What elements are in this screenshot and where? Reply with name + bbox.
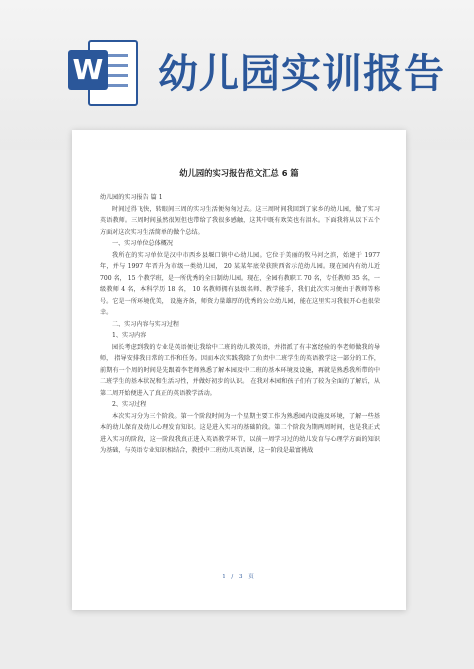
paragraph: 本次实习分为三个阶段。第一个阶段时间为一个星期主要工作为熟悉园内设施及环境，了解一些基本的幼儿保育及幼儿心理发育知识。这是进入实习的基础阶段。第二个阶段为期两周时间，也是我正式进入实习的阶段，这一阶段我真正进入英语教学环节，以前一周学习过的幼儿发育与心理学方面的知识为基础，与英语专业知识相结合，教授中二班幼儿英语课，这一阶段是最富挑战 — [100, 412, 380, 454]
section-heading: 2、实习过程 — [112, 401, 147, 408]
page-indicator: 1 / 3 页 — [222, 574, 256, 580]
document-body — [100, 190, 380, 457]
paragraph: 园长考虑到我的专业是英语便让我给中二班的幼儿教英语，并指派了有丰富经验的李老师做我的导师， 指导安排我日常的工作和任务。因而本次实践我除了负责中二班学生的英语教学这一部分的工作，前期有一个周的时间是先跟着李老师熟悉了解本园及中二班的基本环境及设施，再就是熟悉我所带的中二班学生的基本状况和生活习性，并做好初步的认识。 在我对本园和孩子们有了较为全面的了解后，从第二周开始便进入了真正的英语教学活动。 — [100, 343, 380, 397]
banner-title: 幼儿园实训报告 — [158, 51, 445, 97]
section-heading: 1、实习内容 — [112, 332, 147, 339]
document-title: 幼儿园的实习报告范文汇总 6 篇 — [179, 168, 299, 178]
banner — [0, 0, 474, 150]
paragraph: 我所在的实习单位是汉中市西乡县堰口镇中心幼儿园。它位于美丽的牧马河之滨，始建于 1977 年，并与 1997 年晋升为市级一类幼儿园， 20 某某年底荣获陕西省示范幼儿园。现在园内有幼儿近 700 名， 15 个教学班，是一所优秀的全日制幼儿园。现在，全园有教职工 70 名，专任教师 35 名，一级教师 4 名，本科学历 18 名， 10 名教师拥有县级名师、教学能手，我们此次实习便由于教师等称号。它是一所环境优美， 设施齐备，师资力量雄厚的优秀的公立幼儿园，能在这里实习我很开心也很荣幸。 — [100, 251, 381, 316]
word-icon — [68, 36, 138, 106]
paragraph: 时间过得飞快，转眼间三周的实习生活便匆匆过去。这三周时间我回到了家乡的幼儿园，做了实习英语教师。三周时间虽然很短但也带给了我很多感触，这其中既有欢笑也有泪水。下面我将从以下五个方面对这次实习生活简单的做个总结。 — [100, 205, 380, 236]
section-heading: 二、实习内容与实习过程 — [112, 320, 180, 328]
document-page — [72, 130, 406, 610]
section-heading: 一、实习单位总体概况 — [112, 240, 173, 247]
document-subtitle: 幼儿园的实习报告 篇 1 — [100, 194, 163, 201]
word-logo-letter: W — [68, 50, 108, 90]
